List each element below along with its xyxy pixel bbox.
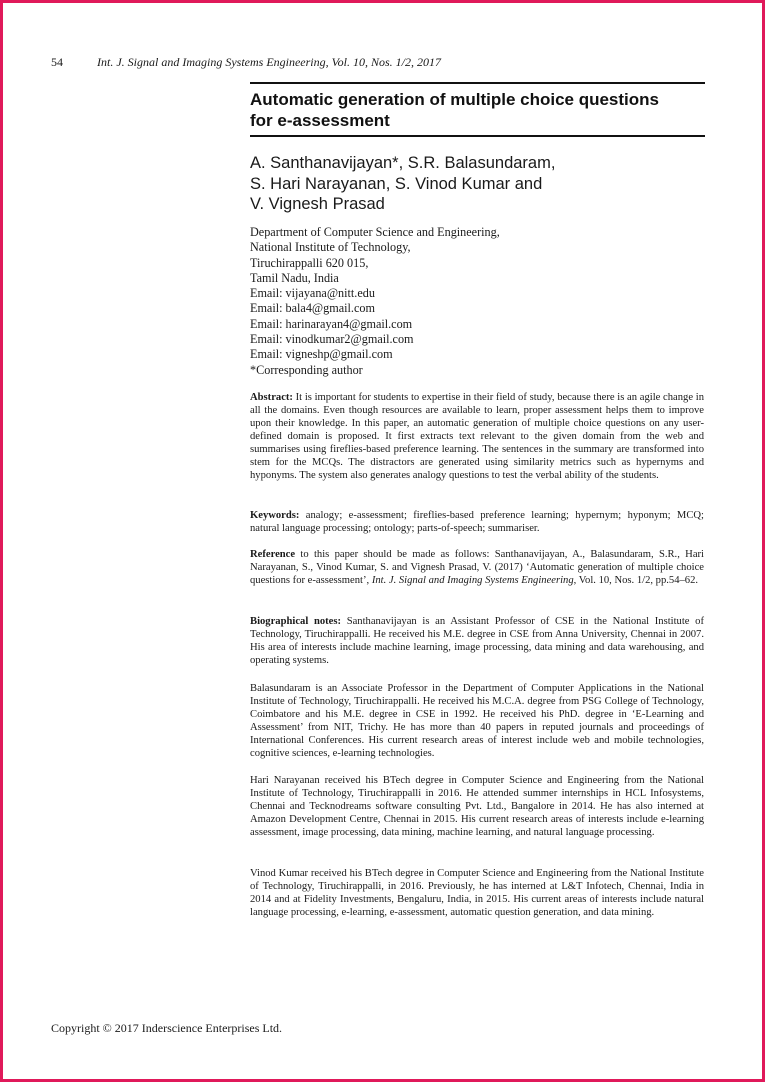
- bio-balasundaram: Balasundaram is an Associate Professor in the Department of Computer Applications in the National Institute of Technology, Tiruchirappalli. He received his M.C.A. degree from PSG College of Technology, Coimbatore and his M.E. degree in CSE in 1992. He received his PhD. degree in ‘E-Learning and Assessment’ from NIT, Trichy. He has more than 40 papers in reputed journals and proceedings of International Conferences. His current research areas of interest include web and mobile technologies, cognitive sciences, e-learning technologies.: [250, 683, 704, 759]
- bio-vinod-kumar: Vinod Kumar received his BTech degree in Computer Science and Engineering from the National Institute of Technology, Tiruchirappalli, in 2016. Previously, he has interned at L&T Infotech, Chennai, India in 2014 and at Fidelity Investments, Bengaluru, India, in 2015. His current areas of interests include natural language processing, e-learning, e-assessment, automatic question generation, and data mining.: [250, 868, 704, 918]
- email-line: Email: vigneshp@gmail.com: [250, 347, 393, 362]
- corresponding-author-note: *Corresponding author: [250, 362, 363, 377]
- reference-label: Reference: [250, 549, 296, 560]
- email-line: Email: vijayana@nitt.edu: [250, 286, 375, 301]
- reference-note: [250, 548, 704, 587]
- email-line: Email: bala4@gmail.com: [250, 301, 375, 316]
- affiliation-block: [250, 225, 500, 378]
- title-bottom-rule: [250, 135, 705, 137]
- bio-text: Santhanavijayan is an Assistant Professor of CSE in the National Institute of Technology, Tiruchirappalli. He received his M.E. degree in CSE from Anna University, Chennai in 2007. His area of interests include machine learning, image processing, data mining and data warehousing, and operating systems.: [250, 616, 704, 666]
- author-line: V. Vignesh Prasad: [250, 195, 385, 213]
- email-line: Email: vinodkumar2@gmail.com: [250, 332, 414, 347]
- reference-pages: , Vol. 10, Nos. 1/2, pp.54–62.: [573, 575, 699, 586]
- abstract-text: It is important for students to expertise in their field of study, because there is an agile change in all the domains. Even though resources are available to learn, proper assessment helps them to improve upon their knowledge. In this paper, an automatic generation of multiple choice questions on any user-defined domain is proposed. It first extracts text relevant to the given domain from the web and summarises using fireflies-based preference learning. The sentences in the summary are transformed into stem for the MCQs. The distractors are generated using similarity metrics such as hypernyms and hyponyms. The system also generates analogy questions to test the verbal ability of the students.: [250, 392, 704, 481]
- title-line-1: Automatic generation of multiple choice questions: [250, 90, 659, 109]
- keywords-text: analogy; e-assessment; fireflies-based preference learning; hypernym; hyponym; MCQ; natural language processing; ontology; parts-of-speech; summariser.: [250, 510, 704, 534]
- abstract: [250, 391, 704, 482]
- reference-text: to this paper should be made as follows: Santhanavijayan, A., Balasundaram, S.R., Hari Narayanan, S., Vinod Kumar, S. and Vignesh Prasad, V. (2017) ‘Automatic generation of multiple choice questions for e-assessment’,: [250, 549, 704, 586]
- keywords: [250, 509, 704, 535]
- city: Tiruchirappalli 620 015,: [250, 255, 369, 270]
- keywords-label: Keywords:: [250, 510, 300, 521]
- institute: National Institute of Technology,: [250, 240, 411, 255]
- paper-title: [250, 89, 705, 131]
- author-line: S. Hari Narayanan, S. Vinod Kumar and: [250, 174, 543, 193]
- reference-journal: Int. J. Signal and Imaging Systems Engineering: [371, 575, 574, 586]
- bio-hari-narayanan: Hari Narayanan received his BTech degree in Computer Science and Engineering from the National Institute of Technology, Tiruchirappalli in 2016. He attended summer internships in HCL Infosystems, Chennai and Tecknodreams software consulting Pvt. Ltd., Bangalore in 2014. He has also interned at Amazon Development Centre, Chennai in 2015. His current research areas of interests include e-learning assessment, image processing, data mining, machine learning, and natural language processing.: [250, 775, 704, 838]
- copyright-footer: Copyright © 2017 Inderscience Enterprises Ltd.: [51, 1021, 283, 1035]
- title-top-rule: [250, 82, 705, 84]
- title-line-2: for e-assessment: [250, 111, 390, 130]
- running-header: [51, 55, 441, 70]
- page-number: 54: [51, 55, 63, 69]
- abstract-label: Abstract:: [250, 392, 293, 403]
- author-list: [250, 153, 705, 215]
- email-line: Email: harinarayan4@gmail.com: [250, 316, 413, 331]
- bio-label: Biographical notes:: [250, 616, 342, 627]
- author-line: A. Santhanavijayan*, S.R. Balasundaram,: [250, 154, 556, 172]
- journal-citation: Int. J. Signal and Imaging Systems Engineering, Vol. 10, Nos. 1/2, 2017: [97, 55, 441, 69]
- department: Department of Computer Science and Engineering,: [250, 225, 500, 239]
- state-country: Tamil Nadu, India: [250, 270, 339, 285]
- bio-santhanavijayan: [250, 615, 704, 667]
